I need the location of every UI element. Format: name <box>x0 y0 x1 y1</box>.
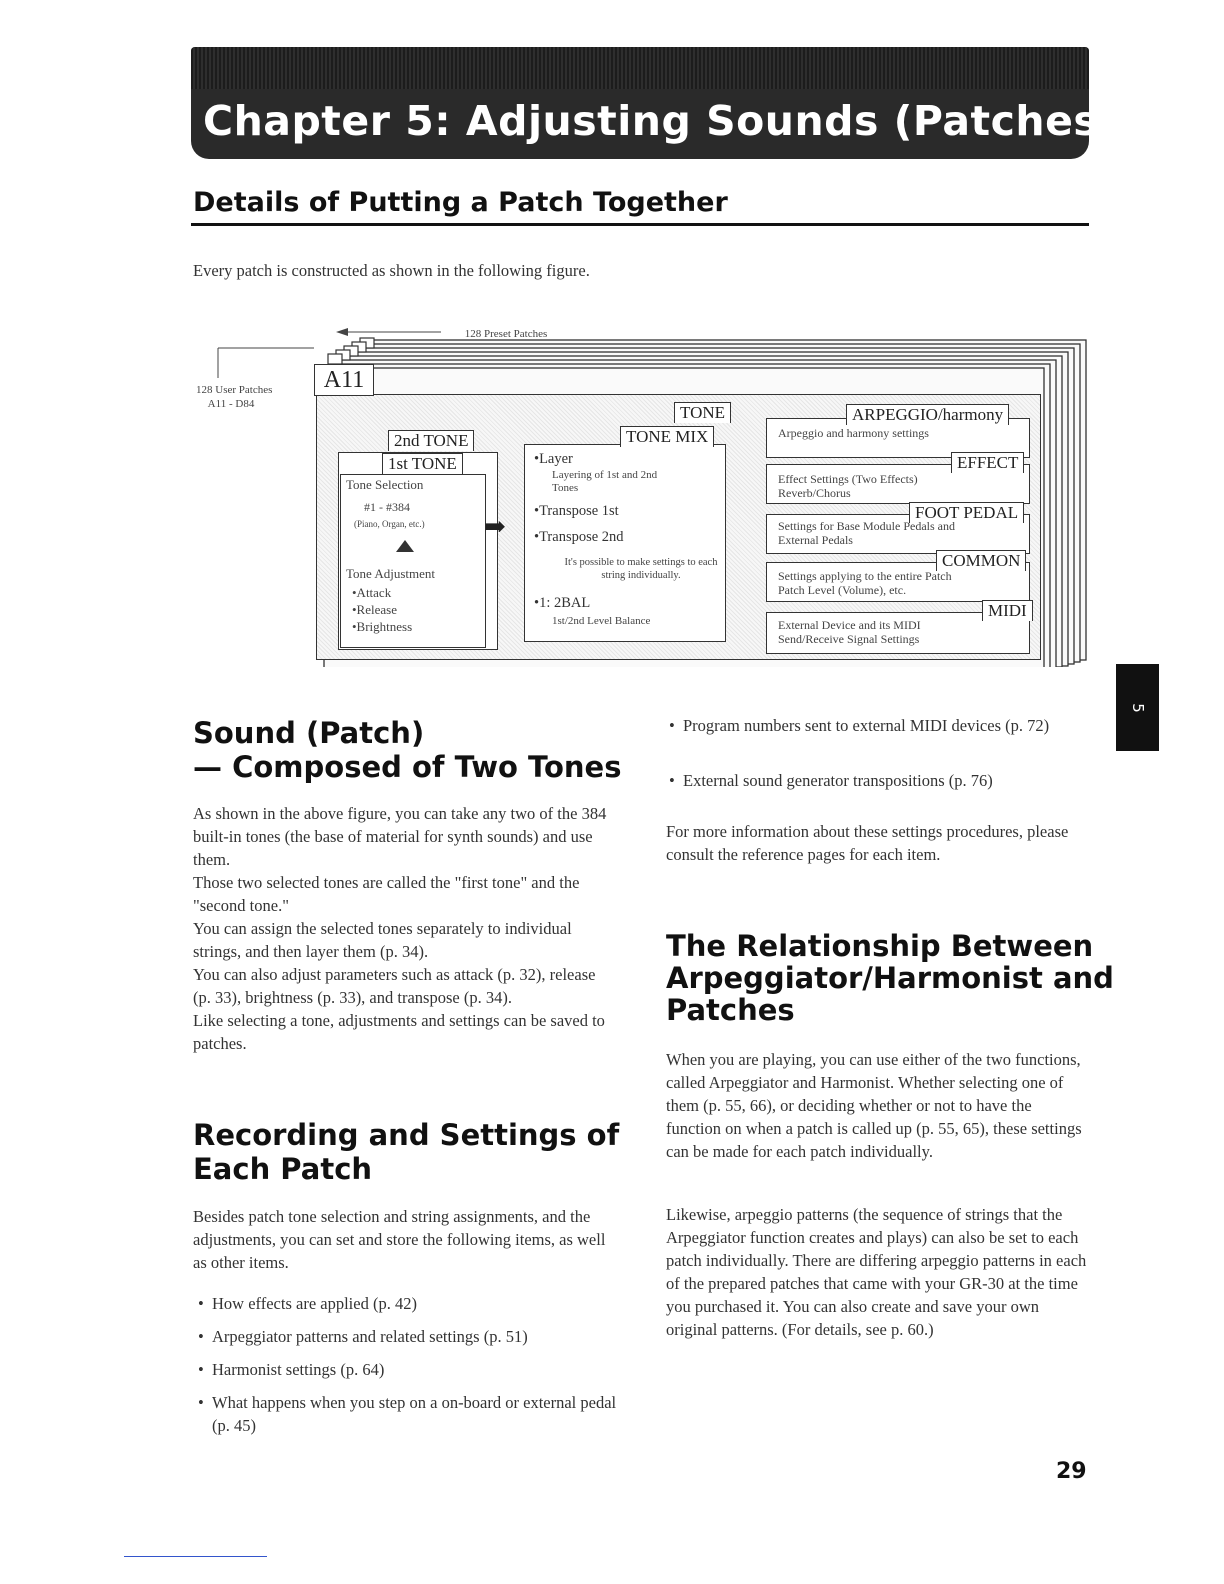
sound-patch-title <box>193 716 621 784</box>
recording-bullet: • What happens when you step on a on-board or external pedal (p. 45) <box>198 1391 618 1437</box>
section-rule <box>191 223 1089 226</box>
tone-header: TONE <box>674 402 731 423</box>
recording-title <box>193 1118 619 1186</box>
common-header: COMMON <box>936 550 1026 571</box>
chapter-side-tab-number: 5 <box>1128 702 1147 713</box>
recording-bullet: • How effects are applied (p. 42) <box>198 1292 618 1315</box>
sound-patch-para: Like selecting a tone, adjustments and settings can be saved to patches. <box>193 1011 605 1053</box>
sound-patch-para: You can assign the selected tones separately to individual strings, and then layer them (p. 34). <box>193 919 572 961</box>
transpose-2nd-label: •Transpose 2nd <box>534 529 624 545</box>
effect-header: EFFECT <box>951 452 1024 473</box>
recording-intro: Besides patch tone selection and string assignments, and the adjustments, you can set and store the following items, as well as other items. <box>193 1207 606 1272</box>
sound-patch-title-line2: — Composed of Two Tones <box>193 750 622 784</box>
relationship-title-line1: The Relationship Between <box>666 929 1094 963</box>
settings-bullet: • Program numbers sent to external MIDI devices (p. 72) <box>669 714 1089 737</box>
foot-pedal-desc: Settings for Base Module Pedals and External Pedals <box>778 519 955 547</box>
settings-bullet: • External sound generator transpositions (p. 76) <box>669 769 1089 792</box>
transpose-1st-label: •Transpose 1st <box>534 503 619 519</box>
arpeggio-desc: Arpeggio and harmony settings <box>778 426 929 440</box>
midi-desc: External Device and its MIDI Send/Receive Signal Settings <box>778 618 921 646</box>
recording-title-line1: Recording and Settings of <box>193 1118 620 1152</box>
foot-pedal-header: FOOT PEDAL <box>909 502 1024 523</box>
banner-texture <box>191 47 1089 89</box>
transpose-desc: It's possible to make settings to each string individually. <box>564 557 718 581</box>
user-range-label: A11 - D84 <box>207 398 255 410</box>
relationship-para1: When you are playing, you can use either of the two functions, called Arpeggiator and Harmonist. Whether selecting one of them (p. 55, 66), or deciding whether or not to have the function on when a patch is called up (p. 55, 65), these settings can be made for each patch individually. <box>666 1050 1082 1161</box>
relationship-para2: Likewise, arpeggio patterns (the sequence of strings that the Arpeggiator function creates and plays) can also be set to each patch individually. There are differing arpeggio patterns in each of the prepared patches that came with your GR-30 at the time you purchased it. You can also create and save your own original patterns. (For details, see p. 60.) <box>666 1205 1087 1339</box>
user-patches-label: 128 User Patches <box>196 384 273 396</box>
sound-patch-title-line1: Sound (Patch) <box>193 716 425 750</box>
arpeggio-header: ARPEGGIO/harmony <box>846 404 1009 425</box>
tone-adjustment-label: Tone Adjustment <box>346 566 436 581</box>
layer-label: •Layer <box>534 451 573 467</box>
layer-desc: Layering of 1st and 2nd Tones <box>552 469 658 494</box>
patch-number-tab: A11 <box>314 364 374 396</box>
adjust-attack: •Attack <box>352 585 392 600</box>
midi-header: MIDI <box>982 600 1033 621</box>
balance-label: •1: 2BAL <box>534 595 591 611</box>
first-tone-header: 1st TONE <box>382 453 463 474</box>
chapter-title: Chapter 5: Adjusting Sounds (Patches) <box>203 97 1118 145</box>
relationship-title-line2: Arpeggiator/Harmonist and <box>666 961 1114 995</box>
chapter-side-tab <box>1116 664 1159 751</box>
more-info-text: For more information about these settings procedures, please consult the reference pages for each item. <box>666 822 1069 864</box>
adjust-brightness: •Brightness <box>352 619 413 634</box>
adjust-release: •Release <box>352 602 397 617</box>
up-arrow-icon <box>396 540 414 552</box>
page-number: 29 <box>1056 1459 1087 1484</box>
tone-mix-header: TONE MIX <box>620 426 714 447</box>
sound-patch-para: As shown in the above figure, you can take any two of the 384 built-in tones (the base of material for synth sounds) and use them. <box>193 804 607 869</box>
chapter-banner <box>191 47 1118 159</box>
relationship-title <box>666 930 1114 1026</box>
balance-desc: 1st/2nd Level Balance <box>552 615 651 627</box>
recording-bullet: • Arpeggiator patterns and related settings (p. 51) <box>198 1325 618 1348</box>
recording-title-line2: Each Patch <box>193 1152 373 1186</box>
tone-selection-label: Tone Selection <box>346 477 424 492</box>
recording-bullet: • Harmonist settings (p. 64) <box>198 1358 618 1381</box>
tone-range: #1 - #384 <box>364 500 410 514</box>
footer-line <box>124 1556 267 1557</box>
sound-patch-para: You can also adjust parameters such as attack (p. 32), release (p. 33), brightness (p. 33), and transpose (p. 34). <box>193 965 596 1007</box>
intro-text: Every patch is constructed as shown in the following figure. <box>193 261 590 280</box>
second-tone-header: 2nd TONE <box>388 430 474 451</box>
tone-examples: (Piano, Organ, etc.) <box>354 519 425 529</box>
patch-structure-figure <box>196 322 1096 667</box>
relationship-title-line3: Patches <box>666 993 795 1027</box>
sound-patch-body <box>193 802 617 1055</box>
section-title: Details of Putting a Patch Together <box>193 187 728 218</box>
common-desc: Settings applying to the entire Patch Patch Level (Volume), etc. <box>778 569 952 597</box>
right-arrow-icon: ➡ <box>484 512 506 541</box>
effect-desc: Effect Settings (Two Effects) Reverb/Chorus <box>778 472 918 500</box>
preset-patches-label: 128 Preset Patches <box>464 328 548 340</box>
sound-patch-para: Those two selected tones are called the "first tone" and the "second tone." <box>193 873 580 915</box>
